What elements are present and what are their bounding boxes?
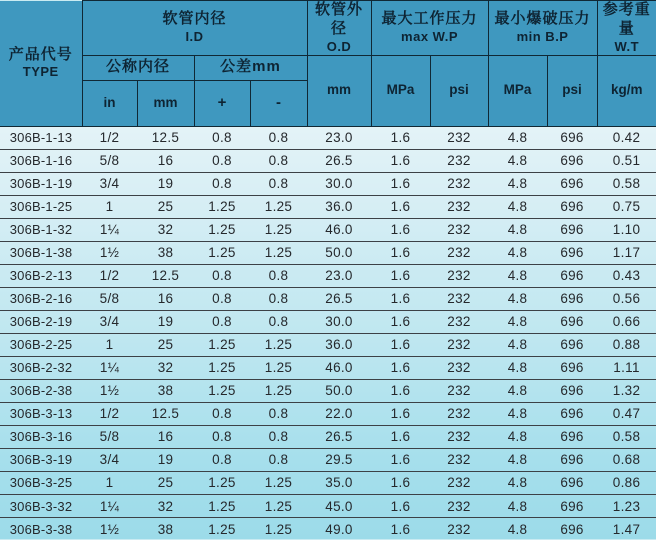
cell-wp_psi: 232 (430, 471, 488, 494)
cell-bp_mpa: 4.8 (488, 310, 547, 333)
cell-bp_psi: 696 (547, 356, 597, 379)
cell-wp_mpa: 1.6 (371, 425, 430, 448)
cell-tol_minus: 1.25 (250, 333, 307, 356)
cell-od_mm: 35.0 (307, 471, 371, 494)
cell-tol_minus: 1.25 (250, 356, 307, 379)
cell-tol_plus: 0.8 (194, 149, 250, 172)
header-wp-unit-mpa: MPa (371, 55, 430, 126)
cell-wt_kgm: 0.86 (597, 471, 656, 494)
cell-id_in: 1½ (82, 379, 137, 402)
cell-od_mm: 22.0 (307, 402, 371, 425)
cell-tol_minus: 1.25 (250, 218, 307, 241)
cell-bp_mpa: 4.8 (488, 195, 547, 218)
cell-id_in: 1¼ (82, 218, 137, 241)
cell-wp_mpa: 1.6 (371, 264, 430, 287)
cell-od_mm: 26.5 (307, 287, 371, 310)
cell-tol_plus: 0.8 (194, 310, 250, 333)
cell-tol_minus: 0.8 (250, 149, 307, 172)
cell-od_mm: 46.0 (307, 356, 371, 379)
cell-type: 306B-2-13 (0, 264, 82, 287)
header-bp-unit-psi: psi (547, 55, 597, 126)
header-product-type-en: TYPE (22, 64, 59, 80)
cell-id_mm: 12.5 (137, 402, 194, 425)
header-inner-diameter-zh: 软管内径 (162, 10, 227, 28)
cell-wp_mpa: 1.6 (371, 149, 430, 172)
cell-tol_plus: 0.8 (194, 402, 250, 425)
header-min-bp-zh: 最小爆破压力 (494, 10, 591, 28)
cell-id_mm: 38 (137, 241, 194, 264)
cell-bp_psi: 696 (547, 264, 597, 287)
cell-od_mm: 36.0 (307, 195, 371, 218)
cell-tol_minus: 0.8 (250, 264, 307, 287)
cell-od_mm: 45.0 (307, 495, 371, 518)
cell-bp_mpa: 4.8 (488, 149, 547, 172)
cell-tol_plus: 1.25 (194, 195, 250, 218)
cell-wp_psi: 232 (430, 264, 488, 287)
cell-bp_mpa: 4.8 (488, 448, 547, 471)
cell-bp_mpa: 4.8 (488, 471, 547, 494)
cell-bp_psi: 696 (547, 218, 597, 241)
header-max-wp-en: max W.P (401, 29, 458, 45)
cell-wp_psi: 232 (430, 172, 488, 195)
cell-id_mm: 38 (137, 518, 194, 540)
cell-bp_mpa: 4.8 (488, 518, 547, 540)
cell-bp_psi: 696 (547, 195, 597, 218)
cell-id_mm: 25 (137, 195, 194, 218)
header-weight-group (597, 1, 656, 56)
header-unit-mm: mm (137, 80, 194, 126)
cell-tol_plus: 0.8 (194, 126, 250, 149)
header-min-bp-en: min B.P (516, 29, 569, 45)
cell-wp_psi: 232 (430, 425, 488, 448)
cell-id_in: 5/8 (82, 425, 137, 448)
cell-id_mm: 38 (137, 379, 194, 402)
cell-wt_kgm: 1.32 (597, 379, 656, 402)
table-row (0, 264, 656, 287)
cell-wp_psi: 232 (430, 518, 488, 540)
table-row (0, 172, 656, 195)
table-row (0, 518, 656, 540)
cell-wp_mpa: 1.6 (371, 172, 430, 195)
cell-type: 306B-3-25 (0, 471, 82, 494)
table-row (0, 126, 656, 149)
cell-wp_psi: 232 (430, 379, 488, 402)
cell-id_mm: 12.5 (137, 264, 194, 287)
header-inner-diameter-en: I.D (185, 29, 204, 45)
header-wt-unit-kgm: kg/m (597, 55, 656, 126)
cell-id_in: 5/8 (82, 287, 137, 310)
cell-tol_plus: 1.25 (194, 356, 250, 379)
cell-wt_kgm: 0.56 (597, 287, 656, 310)
cell-wp_mpa: 1.6 (371, 356, 430, 379)
cell-wp_psi: 232 (430, 195, 488, 218)
cell-wt_kgm: 0.88 (597, 333, 656, 356)
cell-od_mm: 50.0 (307, 241, 371, 264)
cell-tol_minus: 1.25 (250, 495, 307, 518)
cell-bp_mpa: 4.8 (488, 379, 547, 402)
cell-tol_minus: 0.8 (250, 172, 307, 195)
table-row (0, 379, 656, 402)
cell-bp_psi: 696 (547, 448, 597, 471)
table-header (0, 1, 656, 127)
cell-tol_plus: 0.8 (194, 264, 250, 287)
cell-wt_kgm: 0.75 (597, 195, 656, 218)
cell-od_mm: 23.0 (307, 126, 371, 149)
cell-wp_psi: 232 (430, 333, 488, 356)
cell-type: 306B-3-13 (0, 402, 82, 425)
cell-tol_minus: 1.25 (250, 518, 307, 540)
cell-tol_minus: 0.8 (250, 287, 307, 310)
cell-od_mm: 50.0 (307, 379, 371, 402)
cell-tol_plus: 1.25 (194, 471, 250, 494)
cell-bp_mpa: 4.8 (488, 495, 547, 518)
cell-wp_mpa: 1.6 (371, 448, 430, 471)
cell-id_mm: 25 (137, 333, 194, 356)
header-tolerance-plus: + (194, 80, 250, 126)
cell-wt_kgm: 0.42 (597, 126, 656, 149)
cell-wp_mpa: 1.6 (371, 495, 430, 518)
cell-od_mm: 46.0 (307, 218, 371, 241)
cell-tol_plus: 0.8 (194, 448, 250, 471)
header-tolerance: 公差mm (194, 55, 307, 80)
cell-tol_plus: 1.25 (194, 518, 250, 540)
cell-id_mm: 16 (137, 425, 194, 448)
cell-bp_mpa: 4.8 (488, 287, 547, 310)
cell-bp_psi: 696 (547, 310, 597, 333)
header-tolerance-minus: - (250, 80, 307, 126)
cell-wp_mpa: 1.6 (371, 333, 430, 356)
cell-wt_kgm: 1.23 (597, 495, 656, 518)
cell-bp_psi: 696 (547, 425, 597, 448)
cell-wp_psi: 232 (430, 310, 488, 333)
table-row (0, 495, 656, 518)
cell-wp_psi: 232 (430, 287, 488, 310)
cell-bp_psi: 696 (547, 402, 597, 425)
cell-id_in: 1/2 (82, 126, 137, 149)
table-row (0, 287, 656, 310)
cell-bp_psi: 696 (547, 126, 597, 149)
cell-wp_mpa: 1.6 (371, 241, 430, 264)
cell-bp_mpa: 4.8 (488, 172, 547, 195)
cell-type: 306B-1-38 (0, 241, 82, 264)
cell-id_mm: 19 (137, 448, 194, 471)
table-row (0, 448, 656, 471)
cell-od_mm: 36.0 (307, 333, 371, 356)
cell-bp_mpa: 4.8 (488, 425, 547, 448)
cell-wp_mpa: 1.6 (371, 518, 430, 540)
cell-id_in: 5/8 (82, 149, 137, 172)
header-nominal-id: 公称内径 (82, 55, 194, 80)
header-outer-diameter-en: O.D (326, 38, 352, 54)
table-row (0, 356, 656, 379)
header-inner-diameter-group (82, 1, 307, 56)
cell-id_mm: 12.5 (137, 126, 194, 149)
cell-wt_kgm: 0.43 (597, 264, 656, 287)
cell-bp_mpa: 4.8 (488, 264, 547, 287)
cell-id_mm: 16 (137, 287, 194, 310)
cell-tol_plus: 1.25 (194, 241, 250, 264)
cell-od_mm: 26.5 (307, 149, 371, 172)
cell-id_in: 1 (82, 195, 137, 218)
cell-od_mm: 26.5 (307, 425, 371, 448)
cell-type: 306B-3-19 (0, 448, 82, 471)
cell-id_in: 3/4 (82, 172, 137, 195)
cell-type: 306B-2-32 (0, 356, 82, 379)
cell-bp_mpa: 4.8 (488, 218, 547, 241)
cell-type: 306B-3-32 (0, 495, 82, 518)
cell-id_in: 1½ (82, 518, 137, 540)
cell-type: 306B-2-38 (0, 379, 82, 402)
cell-wt_kgm: 1.47 (597, 518, 656, 540)
cell-bp_psi: 696 (547, 287, 597, 310)
cell-wp_mpa: 1.6 (371, 310, 430, 333)
cell-wt_kgm: 1.17 (597, 241, 656, 264)
cell-type: 306B-1-16 (0, 149, 82, 172)
cell-id_mm: 19 (137, 310, 194, 333)
header-unit-in: in (82, 80, 137, 126)
cell-wt_kgm: 0.66 (597, 310, 656, 333)
cell-od_mm: 49.0 (307, 518, 371, 540)
cell-wp_psi: 232 (430, 241, 488, 264)
cell-od_mm: 29.5 (307, 448, 371, 471)
cell-wt_kgm: 0.47 (597, 402, 656, 425)
cell-tol_minus: 0.8 (250, 310, 307, 333)
cell-bp_psi: 696 (547, 495, 597, 518)
cell-tol_minus: 1.25 (250, 241, 307, 264)
cell-od_mm: 30.0 (307, 310, 371, 333)
cell-wp_mpa: 1.6 (371, 379, 430, 402)
cell-tol_minus: 1.25 (250, 471, 307, 494)
cell-type: 306B-2-25 (0, 333, 82, 356)
table-row (0, 333, 656, 356)
cell-bp_psi: 696 (547, 149, 597, 172)
header-outer-diameter-zh: 软管外径 (315, 1, 364, 37)
cell-tol_minus: 0.8 (250, 402, 307, 425)
header-max-working-pressure-group (371, 1, 488, 56)
cell-id_in: 1/2 (82, 402, 137, 425)
cell-bp_psi: 696 (547, 172, 597, 195)
cell-id_in: 1 (82, 471, 137, 494)
cell-type: 306B-1-32 (0, 218, 82, 241)
cell-tol_plus: 0.8 (194, 172, 250, 195)
cell-od_mm: 23.0 (307, 264, 371, 287)
cell-type: 306B-1-13 (0, 126, 82, 149)
cell-wp_psi: 232 (430, 218, 488, 241)
cell-id_in: 1¼ (82, 356, 137, 379)
header-od-unit-mm: mm (307, 55, 371, 126)
header-weight-en: W.T (614, 38, 640, 54)
table-row (0, 402, 656, 425)
cell-tol_plus: 0.8 (194, 425, 250, 448)
cell-od_mm: 30.0 (307, 172, 371, 195)
cell-type: 306B-2-19 (0, 310, 82, 333)
cell-bp_mpa: 4.8 (488, 126, 547, 149)
cell-bp_mpa: 4.8 (488, 356, 547, 379)
table-body (0, 126, 656, 540)
cell-id_in: 1/2 (82, 264, 137, 287)
cell-id_mm: 32 (137, 495, 194, 518)
cell-type: 306B-2-16 (0, 287, 82, 310)
cell-bp_psi: 696 (547, 471, 597, 494)
cell-wp_mpa: 1.6 (371, 402, 430, 425)
cell-wp_psi: 232 (430, 126, 488, 149)
cell-tol_minus: 1.25 (250, 379, 307, 402)
cell-bp_psi: 696 (547, 518, 597, 540)
table-row (0, 149, 656, 172)
cell-wt_kgm: 1.10 (597, 218, 656, 241)
header-max-wp-zh: 最大工作压力 (381, 10, 478, 28)
cell-wt_kgm: 0.58 (597, 425, 656, 448)
cell-id_mm: 19 (137, 172, 194, 195)
cell-bp_psi: 696 (547, 333, 597, 356)
cell-tol_minus: 0.8 (250, 425, 307, 448)
cell-wt_kgm: 1.11 (597, 356, 656, 379)
cell-id_mm: 32 (137, 356, 194, 379)
cell-id_mm: 25 (137, 471, 194, 494)
cell-wt_kgm: 0.51 (597, 149, 656, 172)
cell-id_in: 1¼ (82, 495, 137, 518)
cell-wt_kgm: 0.58 (597, 172, 656, 195)
cell-wp_psi: 232 (430, 495, 488, 518)
header-wp-unit-psi: psi (430, 55, 488, 126)
cell-wp_psi: 232 (430, 448, 488, 471)
header-outer-diameter-group (307, 1, 371, 56)
cell-wp_mpa: 1.6 (371, 218, 430, 241)
cell-id_mm: 16 (137, 149, 194, 172)
cell-id_mm: 32 (137, 218, 194, 241)
table-row (0, 218, 656, 241)
cell-tol_minus: 0.8 (250, 448, 307, 471)
cell-id_in: 3/4 (82, 310, 137, 333)
cell-wp_mpa: 1.6 (371, 471, 430, 494)
header-min-burst-pressure-group (488, 1, 597, 56)
cell-wp_mpa: 1.6 (371, 126, 430, 149)
cell-type: 306B-1-19 (0, 172, 82, 195)
table-row (0, 310, 656, 333)
cell-tol_plus: 1.25 (194, 379, 250, 402)
cell-type: 306B-3-16 (0, 425, 82, 448)
header-weight-zh: 参考重量 (602, 1, 651, 37)
cell-tol_plus: 1.25 (194, 495, 250, 518)
cell-tol_minus: 1.25 (250, 195, 307, 218)
cell-id_in: 3/4 (82, 448, 137, 471)
header-bp-unit-mpa: MPa (488, 55, 547, 126)
cell-type: 306B-1-25 (0, 195, 82, 218)
table-row (0, 241, 656, 264)
cell-type: 306B-3-38 (0, 518, 82, 540)
cell-bp_psi: 696 (547, 241, 597, 264)
cell-wp_psi: 232 (430, 402, 488, 425)
table-row (0, 425, 656, 448)
cell-tol_plus: 1.25 (194, 333, 250, 356)
cell-tol_minus: 0.8 (250, 126, 307, 149)
cell-wp_mpa: 1.6 (371, 195, 430, 218)
cell-tol_plus: 0.8 (194, 287, 250, 310)
cell-bp_mpa: 4.8 (488, 402, 547, 425)
cell-id_in: 1½ (82, 241, 137, 264)
cell-wp_psi: 232 (430, 149, 488, 172)
cell-wp_mpa: 1.6 (371, 287, 430, 310)
cell-tol_plus: 1.25 (194, 218, 250, 241)
table-row (0, 195, 656, 218)
cell-bp_psi: 696 (547, 379, 597, 402)
header-product-type (0, 1, 82, 127)
cell-id_in: 1 (82, 333, 137, 356)
header-product-type-zh: 产品代号 (8, 45, 73, 63)
cell-wt_kgm: 0.68 (597, 448, 656, 471)
cell-wp_psi: 232 (430, 356, 488, 379)
cell-bp_mpa: 4.8 (488, 241, 547, 264)
table-row (0, 471, 656, 494)
cell-bp_mpa: 4.8 (488, 333, 547, 356)
